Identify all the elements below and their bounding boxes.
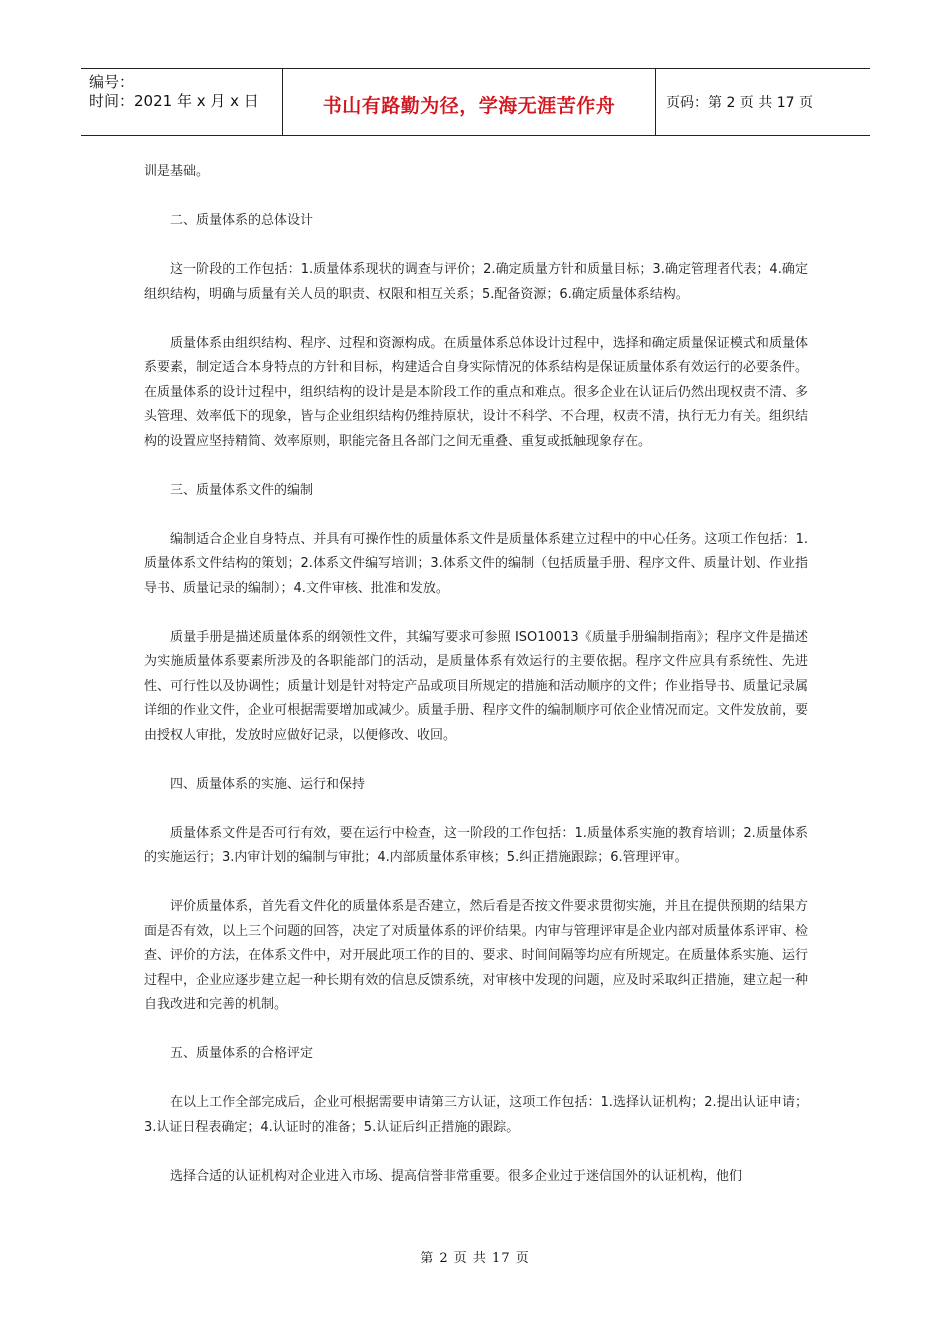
header-page-cell <box>656 69 870 135</box>
header-motto: 书山有路勤为径，学海无涯苦作舟 <box>322 94 616 117</box>
header-meta-cell <box>81 69 283 135</box>
body-paragraph: 这一阶段的工作包括：1.质量体系现状的调查与评价；2.确定质量方针和质量目标；3.确定管理者代表；4.确定组织结构，明确与质量有关人员的职责、权限和相互关系；5.配备资源；6.确定质量体系结构。 <box>144 262 808 302</box>
page-header <box>81 68 870 136</box>
document-body <box>144 160 808 1214</box>
body-paragraph: 选择合适的认证机构对企业进入市场、提高信誉非常重要。很多企业过于迷信国外的认证机构，他们 <box>170 1168 743 1184</box>
footer-page-number: 第 2 页 共 17 页 <box>420 1251 530 1266</box>
header-page-info: 页码：第 2 页 共 17 页 <box>666 95 813 111</box>
document-number-label: 编号： <box>89 73 135 91</box>
body-paragraph: 质量体系由组织结构、程序、过程和资源构成。在质量体系总体设计过程中，选择和确定质量保证模式和质量体系要素，制定适合本身特点的方针和目标，构建适合自身实际情况的体系结构是保证质量体系有效运行的必要条件。在质量体系的设计过程中，组织结构的设计是是本阶段工作的重点和难点。很多企业在认证后仍然出现权责不清、多头管理、效率低下的现象，皆与企业组织结构仍维持原状，设计不科学、不合理，权责不清，执行无力有关。组织结构的设置应坚持精简、效率原则，职能完备且各部门之间无重叠、重复或抵触现象存在。 <box>144 335 808 449</box>
body-paragraph: 编制适合企业自身特点、并具有可操作性的质量体系文件是质量体系建立过程中的中心任务。这项工作包括：1.质量体系文件结构的策划；2.体系文件编写培训；3.体系文件的编制（包括质量手册、程序文件、质量计划、作业指导书、质量记录的编制）；4.文件审核、批准和发放。 <box>144 531 808 596</box>
section-heading: 二、质量体系的总体设计 <box>170 213 314 228</box>
section-heading: 四、质量体系的实施、运行和保持 <box>170 776 366 792</box>
header-motto-cell <box>283 69 656 135</box>
section-heading: 五、质量体系的合格评定 <box>170 1046 314 1061</box>
document-date: 时间：2021 年 x 月 x 日 <box>89 92 259 110</box>
section-heading: 三、质量体系文件的编制 <box>170 482 314 498</box>
body-paragraph: 评价质量体系，首先看文件化的质量体系是否建立，然后看是否按文件要求贯彻实施，并且在提供预期的结果方面是否有效，以上三个问题的回答，决定了对质量体系的评价结果。内审与管理评审是企业内部对质量体系评审、检查、评价的方法，在体系文件中，对开展此项工作的目的、要求、时间间隔等均应有所规定。在质量体系实施、运行过程中，企业应逐步建立起一种长期有效的信息反馈系统，对审核中发现的问题，应及时采取纠正措施，建立起一种自我改进和完善的机制。 <box>144 899 808 1012</box>
body-paragraph: 质量手册是描述质量体系的纲领性文件，其编写要求可参照 ISO10013《质量手册编制指南》；程序文件是描述为实施质量体系要素所涉及的各职能部门的活动，是质量体系有效运行的主要依据。程序文件应具有系统性、先进性、可行性以及协调性；质量计划是针对特定产品或项目所规定的措施和活动顺序的文件；作业指导书、质量记录属详细的作业文件，企业可根据需要增加或减少。质量手册、程序文件的编制顺序可依企业情况而定。文件发放前，要由授权人审批，发放时应做好记录，以便修改、收回。 <box>144 629 808 743</box>
body-paragraph: 在以上工作全部完成后，企业可根据需要申请第三方认证，这项工作包括：1.选择认证机构；2.提出认证申请；3.认证日程表确定；4.认证时的准备；5.认证后纠正措施的跟踪。 <box>144 1095 808 1135</box>
page-footer <box>0 1247 950 1266</box>
body-paragraph: 训是基础。 <box>144 164 210 179</box>
body-paragraph: 质量体系文件是否可行有效，要在运行中检查，这一阶段的工作包括：1.质量体系实施的教育培训；2.质量体系的实施运行；3.内审计划的编制与审批；4.内部质量体系审核；5.纠正措施跟踪；6.管理评审。 <box>144 825 808 865</box>
